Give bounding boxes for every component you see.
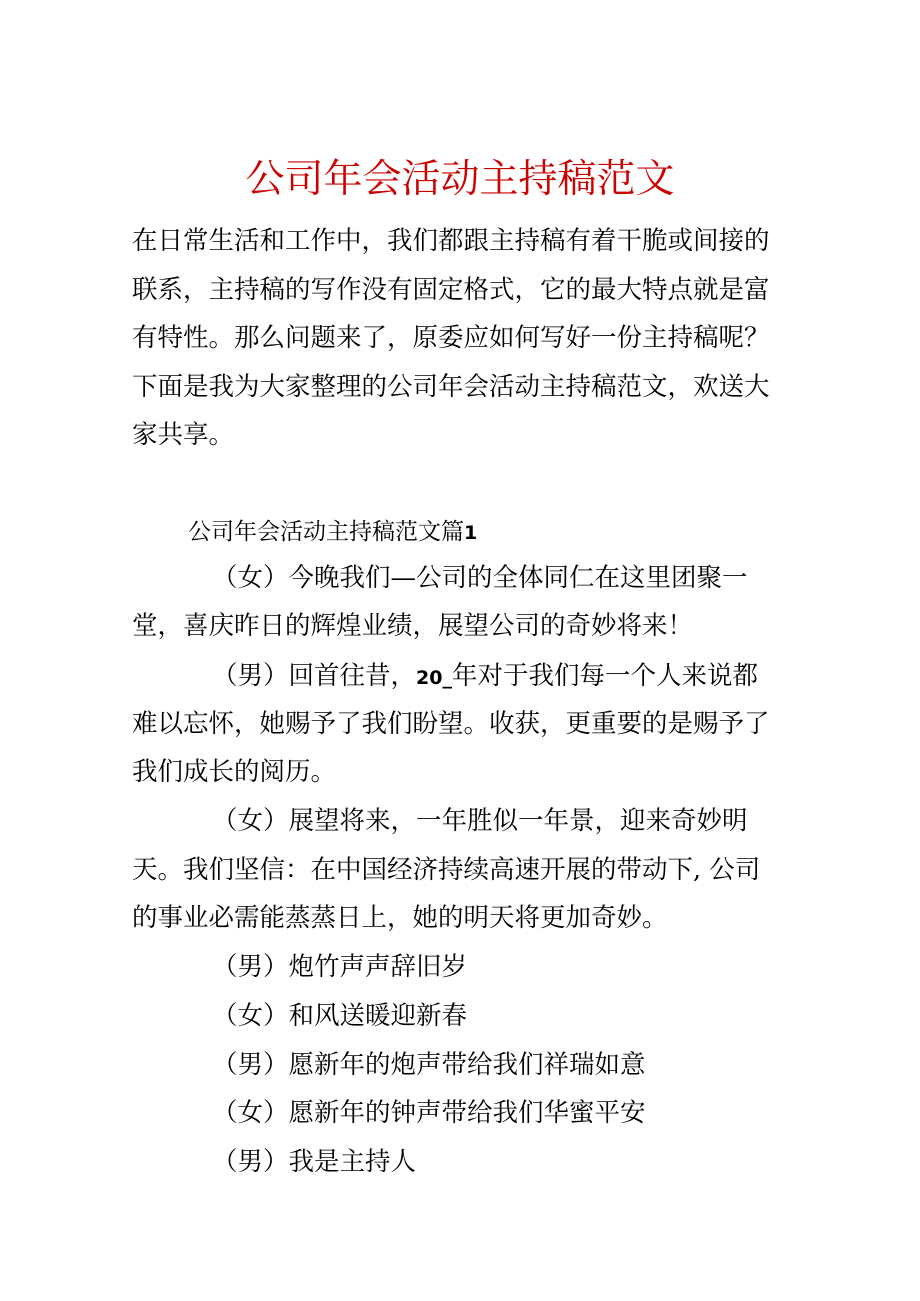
dialogue-text: 年对于我们每一个人来说都: [451, 661, 758, 691]
dialogue-line: （女）今晚我们—公司的全体同仁在这里团聚一: [212, 563, 748, 593]
dialogue-line: （男）炮竹声声辞旧岁: [212, 952, 468, 982]
dialogue-line: （女）和风送暖迎新春: [212, 1001, 468, 1031]
dialogue-line: 我们成长的阅历。: [132, 757, 337, 787]
document-title: 公司年会活动主持稿范文: [245, 157, 675, 202]
dialogue-line: （女）展望将来，一年胜似一年景，迎来奇妙明: [212, 806, 748, 836]
dialogue-text: （男）回首往昔，: [212, 661, 417, 691]
dialogue-line: 堂，喜庆昨日的辉煌业绩，展望公司的奇妙将来！: [132, 611, 694, 641]
dialogue-line: 难以忘怀，她赐予了我们盼望。收获，更重要的是赐予了: [132, 709, 770, 739]
section-heading-number: 1: [464, 522, 478, 544]
dialogue-line: 天。我们坚信：在中国经济持续高速开展的带动下, 公司: [132, 855, 761, 885]
dialogue-line: [212, 656, 758, 698]
intro-paragraph: [132, 217, 802, 460]
dialogue-line: （男）愿新年的炮声带给我们祥瑞如意: [212, 1050, 646, 1080]
year-placeholder: 20_: [416, 667, 452, 689]
intro-line: 有特性。那么问题来了，原委应如何写好一份主持稿呢？: [132, 323, 770, 353]
dialogue-line: （女）愿新年的钟声带给我们华蜜平安: [212, 1098, 646, 1128]
dialogue-line: （男）我是主持人: [212, 1147, 417, 1177]
dialogue-line: 的事业必需能蒸蒸日上，她的明天将更加奇妙。: [132, 903, 668, 933]
intro-line: 家共享。: [132, 420, 235, 450]
section-heading: [188, 512, 477, 553]
intro-line: 在日常生活和工作中，我们都跟主持稿有着干脆或间接的: [132, 226, 770, 256]
intro-line: 联系，主持稿的写作没有固定格式，它的最大特点就是富: [132, 274, 770, 305]
intro-line: 下面是我为大家整理的公司年会活动主持稿范文，欢送大: [132, 371, 770, 402]
section-heading-text: 公司年会活动主持稿范文篇: [188, 519, 464, 545]
